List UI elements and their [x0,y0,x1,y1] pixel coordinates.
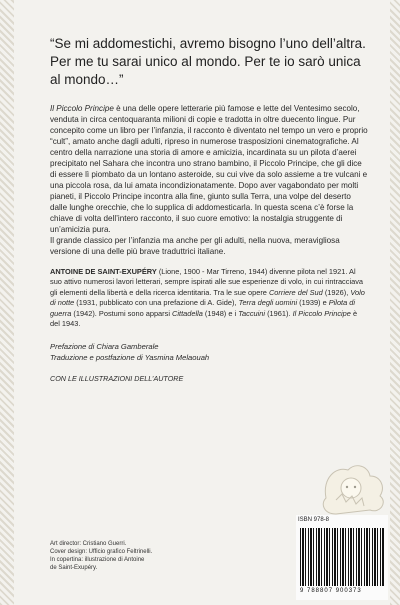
art-director-credit: Art director: Cristiano Guerri. [50,541,127,547]
author-name: ANTOINE DE SAINT-EXUPÉRY [50,267,157,276]
description-text: è una delle opere letterarie più famose e lette del Ventesimo secolo, venduta in circa centoquaranta milioni di copie e tradotta in oltre duecento lingue. Pur concepito come un libro per l’infanzia, il racconto è diventato nel tempo un vero e proprio “cult”, amato anche dagli adulti, ripreso in numerose trasposizioni cinematografiche. Al centro della narrazione una storia di amore e amicizia, incardinata su un pilota d’aerei precipitato nel Sahara che incontra uno strano bambino, il Piccolo Principe, che gli dice di essere lì piombato da un lontano asteroide, su cui vive da solo assieme a tre vulcani e una piccola rosa, da lui amata incondizionatamente. Dopo aver vagabondato per molti pianeti, il Piccolo Principe incontra alla fine, giunto sulla Terra, una volpe del deserto dalle lunghe orecchie, che lo supplica di addomesticarla. In questa scena c’è forse la chiave di volta dell’intero racconto, il suo cuore emotivo: la nostalgia struggente di un’amicizia pura. [50,104,368,234]
author-bio: ANTOINE DE SAINT-EXUPÉRY (Lione, 1900 - Mar Tirreno, 1944) divenne pilota nel 1921. Al suo attivo numerosi lavori letterari, sempre ispirati alle sue esperienze di volo, in cui rintracciava gli elementi della libertà e della ricerca identitaria. Tra le sue opere Corriere del Sud (1926), Volo di notte (1931, pubblicato con una prefazione di A. Gide), Terra degli uomini (1939) e Pilota di guerra (1942). Postumi sono apparsi Cittadella (1948) e i Taccuini (1961). Il Piccolo Principe è del 1943. [50,267,365,329]
cover-illustration-credit: In copertina: illustrazione di Antoine [50,557,145,563]
description-paragraph [50,103,368,235]
description-paragraph-2: Il grande classico per l’infanzia ma anche per gli adulti, nella nuova, meravigliosa versione di una delle più brave traduttrici italiane. [50,236,340,256]
illustrations-note: CON LE ILLUSTRAZIONI DELL’AUTORE [50,374,184,384]
translation-credit: Traduzione e postfazione di Yasmina Melaouah [50,353,210,363]
isbn-label: ISBN 978-8 [298,517,330,523]
cover-illustration-credit-2: de Saint-Exupéry. [50,565,98,571]
text-column [50,35,368,384]
cover-design-credit: Cover design: Ufficio grafico Feltrinelli. [50,549,153,555]
little-prince-illustration [296,458,396,518]
barcode-number: 9 788807 900373 [300,588,362,594]
small-credits [50,540,152,572]
preface-credit: Prefazione di Chiara Gamberale [50,342,159,352]
left-border-pattern [0,0,14,605]
credits-block [50,341,368,363]
cover-quote: “Se mi addomestichi, avremo bisogno l’uno dell’altra. Per me tu sarai unico al mondo. Per te io sarò unica al mondo…” [50,36,366,87]
book-title: Il Piccolo Principe [50,104,114,113]
barcode [300,528,384,586]
